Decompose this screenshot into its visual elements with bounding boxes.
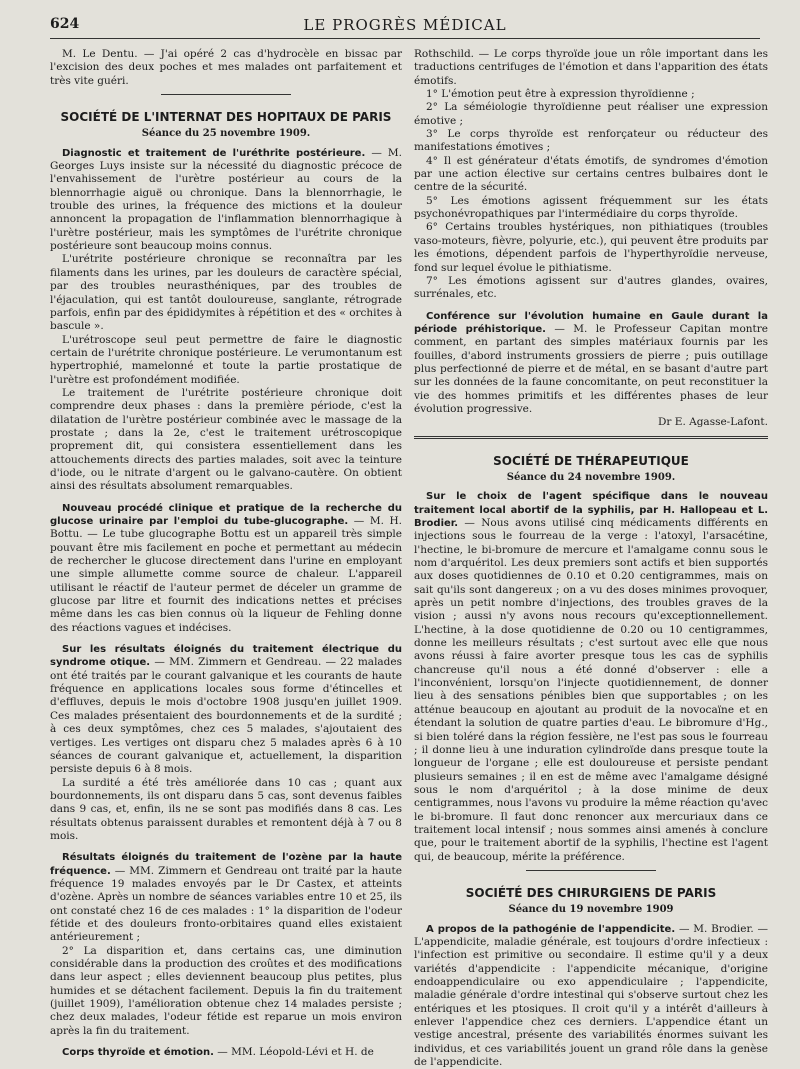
divider [526, 870, 656, 871]
list-item: 7° Les émotions agissent sur d'autres glandes, ovaires, surrénales, etc. [414, 274, 768, 301]
article-paragraph: L'urétroscope seul peut permettre de faire le diagnostic certain de l'urétrite chronique postérieure. Le verumontanum est hypertrophié, mamelonné et toute la partie prostatique de l'urètre est profondément modifiée. [50, 333, 402, 386]
article-paragraph: Le traitement de l'urétrite postérieure chronique doit comprendre deux phases : dans la première période, c'est la dilatation de l'urètre postérieur combinée avec le massage de la prostate ; dans la 2e, c'est le traitement urétroscopique proprement dit, qui consistera essentiellement dans les attouchements directs des parties malades, soit avec la teinture d'iode, ou le nitrate d'argent ou le galvano-cautère. On obtient ainsi des résultats absolument remarquables. [50, 386, 402, 493]
article-title: Corps thyroïde et émotion. [62, 1047, 214, 1059]
article-text: — M. Brodier. — L'appendicite, maladie générale, est toujours d'ordre infectieux : l'infection est primitive ou secondaire. Il estime qu'il y a deux variétés d'appendicite : l'appendicite mécanique, d'origine endoappendiculaire ou exo appendiculaire ; l'appendicite, maladie générale d'ordre intestinal qui s'observe surtout chez les entériques et les ptosiques. Il croit qu'il y a intérêt d'ailleurs à enlever l'appendice chez ces derniers. L'appendice étant un vestige ancestral, présente des variabilités énormes suivant les individus, et ces variabilités jouent un grand rôle dans la genèse de l'appendicite. [414, 922, 769, 1069]
article-title: Sur le choix de l'agent spécifique dans le nouveau traitement local abortif de la syphilis, par H. Hallopeau et L. Brodier. [414, 491, 768, 529]
article-text: — M. Georges Luys insiste sur la nécessité du diagnostic précoce de l'envahissement de l'urètre postérieur au cours de la blennorrhagie aiguë ou chronique. Dans la blennorrhagie, le trouble des urines, la fréquence des mictions et la douleur annoncent la propagation de l'inflammation blennorrhagique à l'urètre postérieur, mais les symptômes de l'urétrite chronique postérieure sont beaucoup moins connus. [50, 146, 402, 253]
list-item: 1° L'émotion peut être à expression thyroïdienne ; [426, 88, 695, 101]
journal-title: LE PROGRÈS MÉDICAL [303, 16, 507, 34]
article-title: Sur les résultats éloignés du traitement électrique du syndrome otique. [50, 644, 402, 669]
article-paragraph [414, 310, 768, 417]
article-paragraph [50, 147, 402, 254]
list-item: 6° Certains troubles hystériques, non pithiatiques (troubles vaso-moteurs, fièvre, polyurie, etc.), qui peuvent être produits par les émotions, dépendent parfois de l'hyperthyroïdie nerveuse, fond sur lequel évolue le pithiatisme. [414, 221, 768, 274]
list-item: 5° Les émotions agissent fréquemment sur les états psychonévropathiques par l'intermédiaire du corps thyroïde. [414, 194, 768, 221]
article-paragraph: L'urétrite postérieure chronique se reconnaîtra par les filaments dans les urines, par les douleurs de caractère spécial, par des troubles neurasthéniques, par des troubles de l'éjaculation, qui est tantôt douloureuse, sanglante, rétrograde parfois, enfin par des épididymites à répétition et des « orchites à bascule ». [50, 253, 402, 333]
page-number: 624 [50, 16, 80, 32]
left-column [50, 48, 403, 1059]
article-text: — MM. Zimmern et Gendreau ont traité par la haute fréquence 19 malades envoyés par le Dr Castex, et atteints d'ozène. Après un nombre de séances variables entre 10 et 25, ils ont constaté chez 16 de ces malades : 1° la disparition de l'odeur fétide et des douleurs fronto-orbitaires quand elles existaient antérieurement ; [50, 864, 402, 944]
article-paragraph [50, 502, 402, 635]
article-paragraph: Rothschild. — Le corps thyroïde joue un rôle important dans les traductions centrifuges de l'émotion et dans l'apparition des états émotifs. [414, 48, 768, 87]
article-paragraph [50, 643, 402, 776]
session-date: Séance du 25 novembre 1909. [141, 128, 311, 140]
article-title: Nouveau procédé clinique et pratique de la recherche du glucose urinaire par l'emploi du tube-glucographe. [50, 502, 402, 527]
list-item: 2° La séméiologie thyroïdienne peut réaliser une expression émotive ; [414, 101, 768, 127]
article-paragraph: La surdité a été très améliorée dans 10 cas ; quant aux bourdonnements, ils ont disparu dans 5 cas, sont devenus faibles dans 9 cas, et, enfin, ils ne se sont pas modifiés dans 8 cas. Les résultats obtenus paraissent durables et remontent déjà à 7 ou 8 mois. [50, 776, 402, 842]
session-date: Séance du 19 novembre 1909 [508, 904, 674, 916]
article-text: — MM. Zimmern et Gendreau. — 22 malades ont été traités par le courant galvanique et les courants de haute fréquence en applications locales sous forme d'étincelles et d'effluves, depuis le mois d'octobre 1908 jusqu'en juillet 1909. Ces malades présentaient des bourdonnements et de la surdité ; à ces deux symptômes, chez ces 5 malades, s'ajoutaient des vertiges. Les vertiges ont disparu chez 5 malades après 6 à 10 séances de courant galvanique et, actuellement, la disparition persiste depuis 6 à 8 mois. [50, 656, 403, 776]
divider [414, 436, 768, 439]
divider [161, 94, 291, 95]
list-item: 3° Le corps thyroïde est renforçateur ou réducteur des manifestations émotives ; [414, 128, 768, 154]
right-column [414, 48, 769, 1069]
article-title: Diagnostic et traitement de l'uréthrite postérieure. [62, 147, 366, 159]
session-date: Séance du 24 novembre 1909. [506, 471, 676, 483]
society-title: SOCIÉTÉ DES CHIRURGIENS DE PARIS [465, 885, 717, 900]
article-title: A propos de la pathogénie de l'appendicite. [426, 923, 676, 935]
article-paragraph [50, 851, 402, 944]
list-item: 4° Il est générateur d'états émotifs, de syndromes d'émotion par une action élective sur certains centres bulbaires dont le centre de la sécurité. [414, 154, 768, 194]
article-paragraph [414, 490, 768, 864]
article-text: — MM. Léopold-Lévi et H. de [217, 1046, 374, 1059]
article-title: Conférence sur l'évolution humaine en Gaule durant la période préhistorique. [414, 310, 768, 335]
intro-paragraph: M. Le Dentu. — J'ai opéré 2 cas d'hydrocèle en bissac par l'excision des deux poches et mes malades ont parfaitement et très vite guéri. [50, 48, 402, 87]
article-text: — M. le Professeur Capitan montre comment, en partant des simples matériaux fournis par les fouilles, d'abord instruments grossiers de pierre ; puis outillage plus perfectionné de pierre et de métal, en se basant d'autre part sur les données de la faune concomitante, on peut reconstituer la vie des hommes primitifs et les différentes phases de leur évolution progressive. [414, 322, 768, 415]
society-title: SOCIÉTÉ DE THÉRAPEUTIQUE [493, 453, 689, 468]
author-signature: Dr E. Agasse-Lafont. [658, 416, 768, 429]
article-text: — Nous avons utilisé cinq médicaments différents en injections sous le fourreau de la verge : l'atoxyl, l'arsacétine, l'hectine, le bi-bromure de mercure et l'amalgame connu sous le nom d'arquéritol. Les deux premiers sont actifs et bien supportés aux doses quotidiennes de 0.10 et 0.20 centigrammes, mais on sait qu'ils sont dangereux ; on a vu des doses minimes provoquer, après un petit nombre d'injections, des troubles graves de la vision ; aussi n'y avons nous recours qu'exceptionnellement. L'hectine, à la dose quotidienne de 0.20 ou 10 centigrammes, donne les meilleurs résultats ; c'est surtout avec elle que nous avons réussi à faire avorter presque tous les cas de syphilis chancreuse qu'il nous a été donné d'observer : elle a l'inconvénient, lorsqu'on l'injecte quotidiennement, de donner lieu à des sensations pénibles bien que supportables ; on les atténue beaucoup en ajoutant au produit de la novocaïne et en étendant la solution de quatre parties d'eau. Le bibromure d'Hg., si bien toléré dans la région fessière, ne l'est pas sous le fourreau ; il donne lieu à une induration cylindroïde dans presque toute la longueur de l'organe ; elle est douloureuse et persiste pendant plusieurs semaines ; il en est de même avec l'amalgame désigné sous le nom d'arquéritol ; à la dose minime de deux centigrammes, nous l'avons vu produire la même réaction qu'avec le bi-bromure. Il faut donc renoncer aux mercuriaux dans ce traitement local intensif ; nous sommes ainsi amenés à conclure que, pour le traitement abortif de la syphilis, l'hectine est l'agent qui, de beaucoup, mérite la préférence. [414, 517, 768, 863]
article-paragraph [50, 1046, 402, 1059]
article-text: — M. H. Bottu. — Le tube glucographe Bottu est un appareil très simple pouvant être mis facilement en poche et permettant au médecin de rechercher le glucose directement dans l'urine en employant une simple allumette comme source de chaleur. L'appareil utilisant le réactif de l'auteur permet de déceler un gramme de glucose par litre et fournit des indications nettes et précises même dans les cas bien connus où la liqueur de Fehling donne des réactions vagues et indécises. [50, 515, 402, 634]
page-header [50, 14, 760, 39]
article-paragraph: 2° La disparition et, dans certains cas, une diminution considérable dans la production des croûtes et des modifications dans leur aspect ; elles deviennent beaucoup plus petites, plus humides et se détachent facilement. Depuis la fin du traitement (juillet 1909), l'amélioration obtenue chez 14 malades persiste ; chez deux malades, l'odeur fétide est reparue un mois environ après la fin du traitement. [50, 944, 402, 1037]
society-title: SOCIÉTÉ DE L'INTERNAT DES HOPITAUX DE PARIS [60, 110, 392, 125]
article-paragraph [414, 923, 768, 1069]
article-title: Résultats éloignés du traitement de l'ozène par la haute fréquence. [50, 852, 402, 877]
